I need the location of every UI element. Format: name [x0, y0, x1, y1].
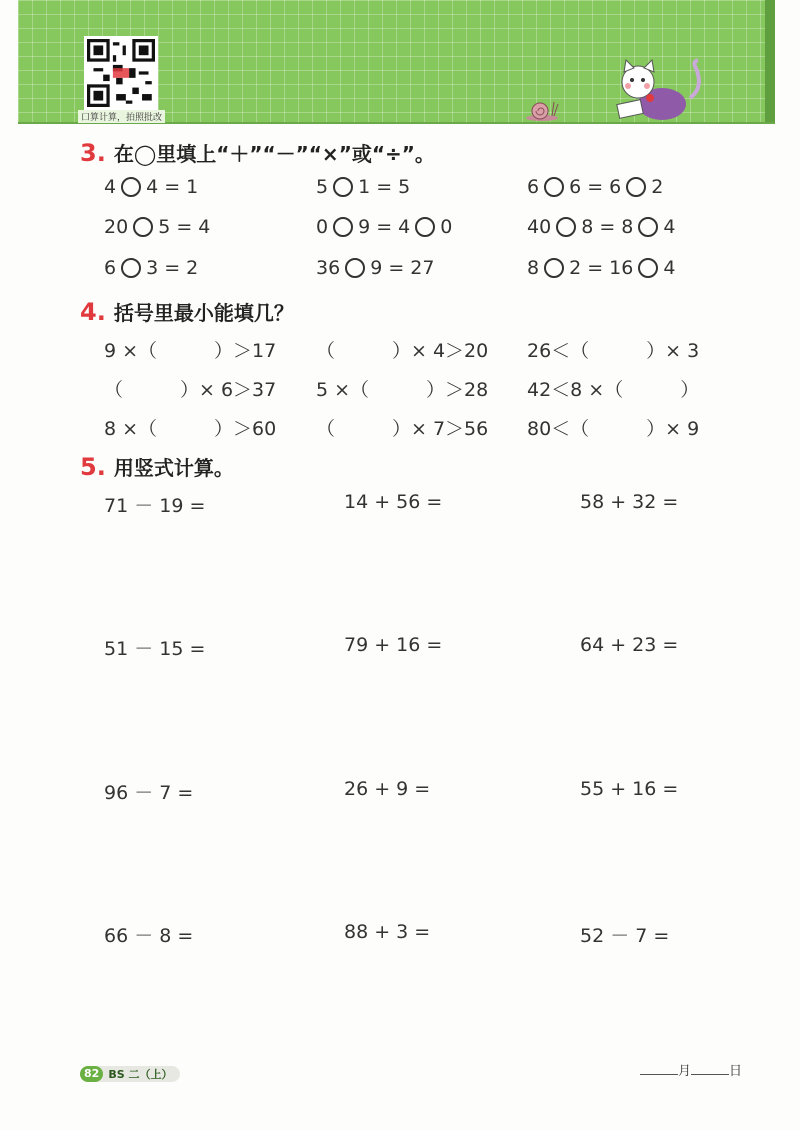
q3-item: 4 4 = 1 — [104, 176, 199, 198]
q3-item: 40 8 = 8 4 — [527, 216, 676, 238]
q5-title — [80, 452, 234, 481]
q3-number: 3. — [80, 139, 106, 167]
answer-circle[interactable] — [556, 217, 576, 237]
calc-problem[interactable]: 71 － 19 = — [104, 495, 206, 517]
month-blank[interactable] — [640, 1062, 678, 1075]
q4-item[interactable]: 9 ×（ ）＞17 — [104, 340, 277, 362]
q4-number: 4. — [80, 298, 106, 326]
calc-problem[interactable]: 88 + 3 = — [344, 921, 431, 943]
calc-problem[interactable]: 96 － 7 = — [104, 782, 194, 804]
answer-circle[interactable] — [638, 217, 658, 237]
calc-problem[interactable]: 26 + 9 = — [344, 778, 431, 800]
answer-circle[interactable] — [415, 217, 435, 237]
calc-problem[interactable]: 51 － 15 = — [104, 638, 206, 660]
answer-circle[interactable] — [121, 177, 141, 197]
page-number: 82 — [80, 1066, 103, 1082]
q3-item: 36 9 = 27 — [316, 257, 435, 279]
q4-item[interactable]: 42＜8 ×（ ） — [527, 379, 700, 401]
answer-circle[interactable] — [333, 217, 353, 237]
q4-item[interactable]: 26＜（ ）× 3 — [527, 340, 700, 362]
calc-problem[interactable]: 52 － 7 = — [580, 925, 670, 947]
q3-instruction: 在◯里填上“＋”“－”“×”或“÷”。 — [113, 142, 435, 166]
header-edge-strip — [765, 0, 775, 122]
calc-problem[interactable]: 66 － 8 = — [104, 925, 194, 947]
day-blank[interactable] — [691, 1062, 729, 1075]
q5-instruction: 用竖式计算。 — [113, 456, 234, 480]
answer-circle[interactable] — [121, 258, 141, 278]
answer-circle[interactable] — [638, 258, 658, 278]
calc-problem[interactable]: 64 + 23 = — [580, 634, 679, 656]
q4-item[interactable]: （ ）× 4＞20 — [316, 340, 489, 362]
book-label: BS 二（上） — [108, 1068, 173, 1081]
q4-item[interactable]: 8 ×（ ）＞60 — [104, 418, 277, 440]
q3-item: 20 5 = 4 — [104, 216, 211, 238]
day-label: 日 — [729, 1064, 743, 1079]
qr-code[interactable] — [84, 36, 158, 110]
cat-illustration — [612, 58, 708, 124]
q4-instruction: 括号里最小能填几？ — [113, 301, 294, 325]
answer-circle[interactable] — [626, 177, 646, 197]
answer-circle[interactable] — [345, 258, 365, 278]
q3-item: 8 2 = 16 4 — [527, 257, 676, 279]
q3-item: 6 3 = 2 — [104, 257, 199, 279]
answer-circle[interactable] — [133, 217, 153, 237]
q4-item[interactable]: （ ）× 7＞56 — [316, 418, 489, 440]
snail-illustration — [524, 96, 560, 122]
qr-caption: 口算计算，拍照批改 — [78, 110, 165, 123]
answer-circle[interactable] — [544, 177, 564, 197]
q3-title — [80, 138, 435, 167]
page-badge — [80, 1066, 180, 1082]
q3-item: 6 6 = 6 2 — [527, 176, 664, 198]
q3-item: 0 9 = 4 0 — [316, 216, 453, 238]
calc-problem[interactable]: 55 + 16 = — [580, 778, 679, 800]
calc-problem[interactable]: 58 + 32 = — [580, 491, 679, 513]
q4-item[interactable]: 5 ×（ ）＞28 — [316, 379, 489, 401]
qr-code-icon — [87, 39, 155, 107]
answer-circle[interactable] — [544, 258, 564, 278]
q5-number: 5. — [80, 453, 106, 481]
q4-item[interactable]: 80＜（ ）× 9 — [527, 418, 700, 440]
answer-circle[interactable] — [333, 177, 353, 197]
q3-item: 5 1 = 5 — [316, 176, 411, 198]
q4-item[interactable]: （ ）× 6＞37 — [104, 379, 277, 401]
date-field[interactable] — [640, 1060, 742, 1079]
month-label: 月 — [678, 1064, 692, 1079]
q4-title — [80, 297, 294, 326]
calc-problem[interactable]: 14 + 56 = — [344, 491, 443, 513]
calc-problem[interactable]: 79 + 16 = — [344, 634, 443, 656]
